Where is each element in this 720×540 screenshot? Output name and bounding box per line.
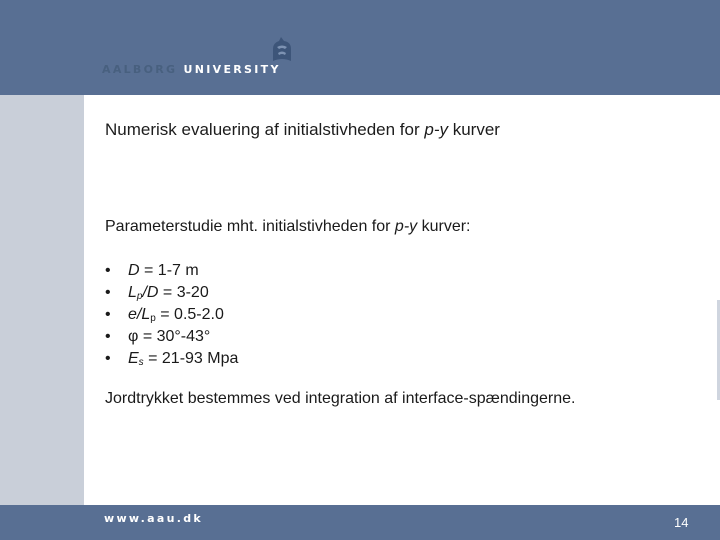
- intro-suffix: kurver:: [417, 218, 471, 235]
- param-subscript: p: [136, 291, 143, 302]
- bullet-marker: •: [105, 350, 111, 367]
- intro-prefix: Parameterstudie mht. initialstivheden for: [105, 218, 395, 235]
- logo-city-text: AALBORG: [102, 63, 178, 76]
- param-symbol: φ: [128, 328, 139, 345]
- slide-title: [105, 120, 500, 140]
- intro-italic: p-y: [394, 218, 418, 235]
- param-range: = 21-93 Mpa: [143, 350, 239, 367]
- param-range: = 30°-43°: [138, 328, 211, 345]
- param-symbol: D: [128, 262, 140, 279]
- param-subscript: p: [150, 313, 156, 324]
- param-symbol: e/L: [128, 306, 151, 323]
- left-strip: [0, 95, 84, 505]
- param-subscript: s: [138, 357, 144, 368]
- param-symbol-rest: /D: [142, 284, 159, 301]
- aau-seal-icon: [267, 35, 297, 65]
- param-range: = 0.5-2.0: [155, 306, 224, 323]
- list-item: [105, 260, 238, 282]
- title-prefix: Numerisk evaluering af initialstivheden for: [105, 120, 425, 139]
- list-item: [105, 304, 238, 326]
- list-item: [105, 326, 238, 348]
- bullet-marker: •: [105, 262, 111, 279]
- param-symbol: L: [128, 284, 137, 301]
- param-symbol: E: [128, 350, 139, 367]
- intro-text: [105, 218, 471, 236]
- list-item: [105, 282, 238, 304]
- closing-text: Jordtrykket bestemmes ved integration af interface-spændingerne.: [105, 390, 576, 407]
- bullet-marker: •: [105, 306, 111, 323]
- title-suffix: kurver: [448, 120, 500, 139]
- bullet-marker: •: [105, 284, 111, 301]
- university-logo: [102, 35, 312, 75]
- param-range: = 1-7 m: [139, 262, 199, 279]
- title-italic: p-y: [424, 120, 448, 139]
- bullet-marker: •: [105, 328, 111, 345]
- logo-wordmark: [102, 63, 281, 76]
- footer-url: www.aau.dk: [104, 512, 204, 525]
- parameter-list: [105, 260, 238, 370]
- logo-university-text: UNIVERSITY: [183, 63, 281, 76]
- list-item: [105, 348, 238, 370]
- param-range: = 3-20: [158, 284, 209, 301]
- page-number: 14: [674, 515, 689, 530]
